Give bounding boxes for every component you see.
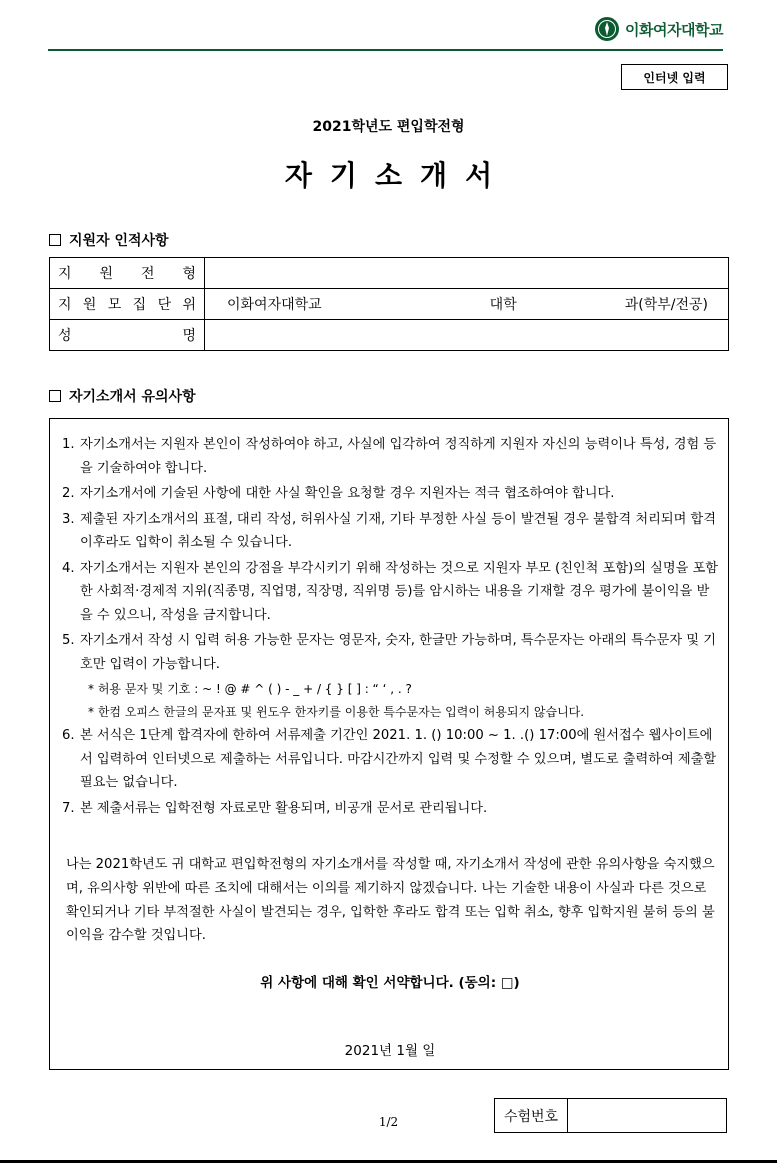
unit-label-char: 단 (157, 297, 172, 313)
unit-label-cell (50, 289, 205, 320)
name-label-char: 명 (182, 328, 196, 344)
applicant-info-table (49, 257, 729, 351)
notice-section-heading (49, 386, 196, 406)
unit-dept: 과(학부/전공) (624, 297, 708, 313)
item-number: 3. (62, 511, 75, 527)
pledge-statement: 나는 2021학년도 귀 대학교 편입학전형의 자기소개서를 작성할 때, 자기소개서 작성에 관한 유의사항을 숙지했으며, 유의사항 위반에 따른 조치에 대해서는 이의를 제기하지 않겠습니다. 나는 기술한 내용이 사실과 다른 것으로 확인되거나 기타 부적절한 사실이 발견되는 경우, 입학한 후라도 합격 또는 입학 취소, 향후 입학지원 불허 등의 불이익을 감수할 것입니다. (66, 857, 715, 944)
list-item (62, 557, 722, 628)
notice-list (62, 433, 722, 822)
unit-school: 이화여자대학교 (227, 297, 322, 313)
exam-number-label: 수험번호 (495, 1099, 568, 1132)
type-label-cell (50, 258, 205, 289)
admission-year-title: 2021학년도 편입학전형 (312, 119, 465, 135)
university-logo (594, 16, 723, 42)
table-row (50, 289, 729, 320)
unit-label (58, 294, 196, 314)
university-name: 이화여자대학교 (625, 20, 723, 39)
item-number: 1. (62, 437, 75, 452)
item-text: 자기소개서에 기술된 사항에 대한 사실 확인을 요청할 경우 지원자는 적극 협조하여야 합니다. (80, 486, 615, 501)
item-number: 5. (62, 633, 75, 648)
list-item (62, 629, 722, 676)
item-number: 7. (62, 800, 75, 816)
table-row (50, 320, 729, 351)
item-number: 6. (62, 728, 75, 743)
unit-label-char: 지 (58, 297, 72, 313)
unit-college: 대학 (489, 297, 517, 313)
item-text: 자기소개서는 지원자 본인의 강점을 부각시키기 위해 작성하는 것으로 지원자 부모 (친인척 포함)의 실명을 포함한 사회적·경제적 지위(직종명, 직업명, 직장명, 직위명 등)를 암시하는 내용을 기재할 경우 평가에 불이익을 받을 수 있으니, 작성을 금지합니다. (80, 560, 719, 623)
header-rule (48, 49, 723, 51)
type-value-field[interactable] (205, 258, 729, 289)
checkbox-square-icon (49, 234, 61, 246)
notice-heading-text: 자기소개서 유의사항 (69, 389, 196, 405)
name-label (58, 325, 196, 345)
item-number: 2. (62, 486, 75, 501)
name-label-char: 성 (58, 328, 72, 344)
list-item (62, 508, 722, 555)
allowed-characters-note: * 허용 문자 및 기호 : ~ ! @ # ^ ( ) - _ + / { } [ ] : “ ‘ , . ? (88, 682, 412, 696)
item-text: 본 서식은 1단계 합격자에 한하여 서류제출 기간인 2021. 1. () 10:00 ~ 1. .() 17:00에 원서접수 웹사이트에서 입력하여 인터넷으로 제출하는 서류입니다. 마감시간까지 입력 및 수정할 수 있으며, 별도로 출력하여 제출할 필요는 없습니다. (80, 728, 717, 790)
unit-label-char: 집 (132, 297, 147, 313)
item-text: 본 제출서류는 입학전형 자료로만 활용되며, 비공개 문서로 관리됩니다. (80, 800, 488, 816)
type-label-char: 원 (99, 266, 114, 282)
item-number: 4. (62, 560, 75, 576)
footer-rule (0, 1160, 777, 1163)
applicant-section-heading (49, 230, 169, 250)
type-label (58, 263, 196, 283)
unit-value-field[interactable] (205, 289, 729, 320)
applicant-heading-text: 지원자 인적사항 (69, 233, 169, 249)
name-value-field[interactable] (205, 320, 729, 351)
consent-confirmation[interactable]: 위 사항에 대해 확인 서약합니다. (동의: □) (260, 975, 520, 991)
university-seal-icon (594, 16, 620, 42)
item-text: 자기소개서는 지원자 본인이 작성하여야 하고, 사실에 입각하여 정직하게 지원자 자신의 능력이나 특성, 경험 등을 기술하여야 합니다. (80, 437, 717, 476)
type-label-char: 형 (182, 266, 196, 282)
unit-label-char: 모 (107, 297, 122, 313)
internet-input-badge: 인터넷 입력 (621, 64, 728, 90)
unit-label-char: 위 (182, 297, 196, 313)
hancom-characters-note: * 한컴 오피스 한글의 문자표 및 윈도우 한자키를 이용한 특수문자는 입력이 허용되지 않습니다. (88, 705, 585, 719)
exam-number-box (494, 1098, 727, 1133)
list-item (62, 724, 722, 795)
item-text: 자기소개서 작성 시 입력 허용 가능한 문자는 영문자, 숫자, 한글만 가능하며, 특수문자는 아래의 특수문자 및 기호만 입력이 가능합니다. (80, 633, 716, 672)
signature-date: 2021년 1월 일 (344, 1043, 436, 1059)
table-row (50, 258, 729, 289)
type-label-char: 지 (58, 266, 72, 282)
list-item (62, 433, 722, 480)
page-number: 1/2 (378, 1115, 399, 1129)
name-label-cell (50, 320, 205, 351)
exam-number-field[interactable] (568, 1099, 726, 1132)
notice-box (49, 418, 729, 1070)
list-item (62, 797, 722, 821)
item-text: 제출된 자기소개서의 표절, 대리 작성, 허위사실 기재, 기타 부정한 사실 등이 발견될 경우 불합격 처리되며 합격 이후라도 입학이 취소될 수 있습니다. (80, 511, 716, 550)
checkbox-square-icon (49, 390, 61, 402)
list-item (62, 482, 722, 506)
document-title: 자기소개서 (284, 159, 511, 192)
type-label-char: 전 (140, 266, 155, 282)
unit-label-char: 원 (82, 297, 97, 313)
